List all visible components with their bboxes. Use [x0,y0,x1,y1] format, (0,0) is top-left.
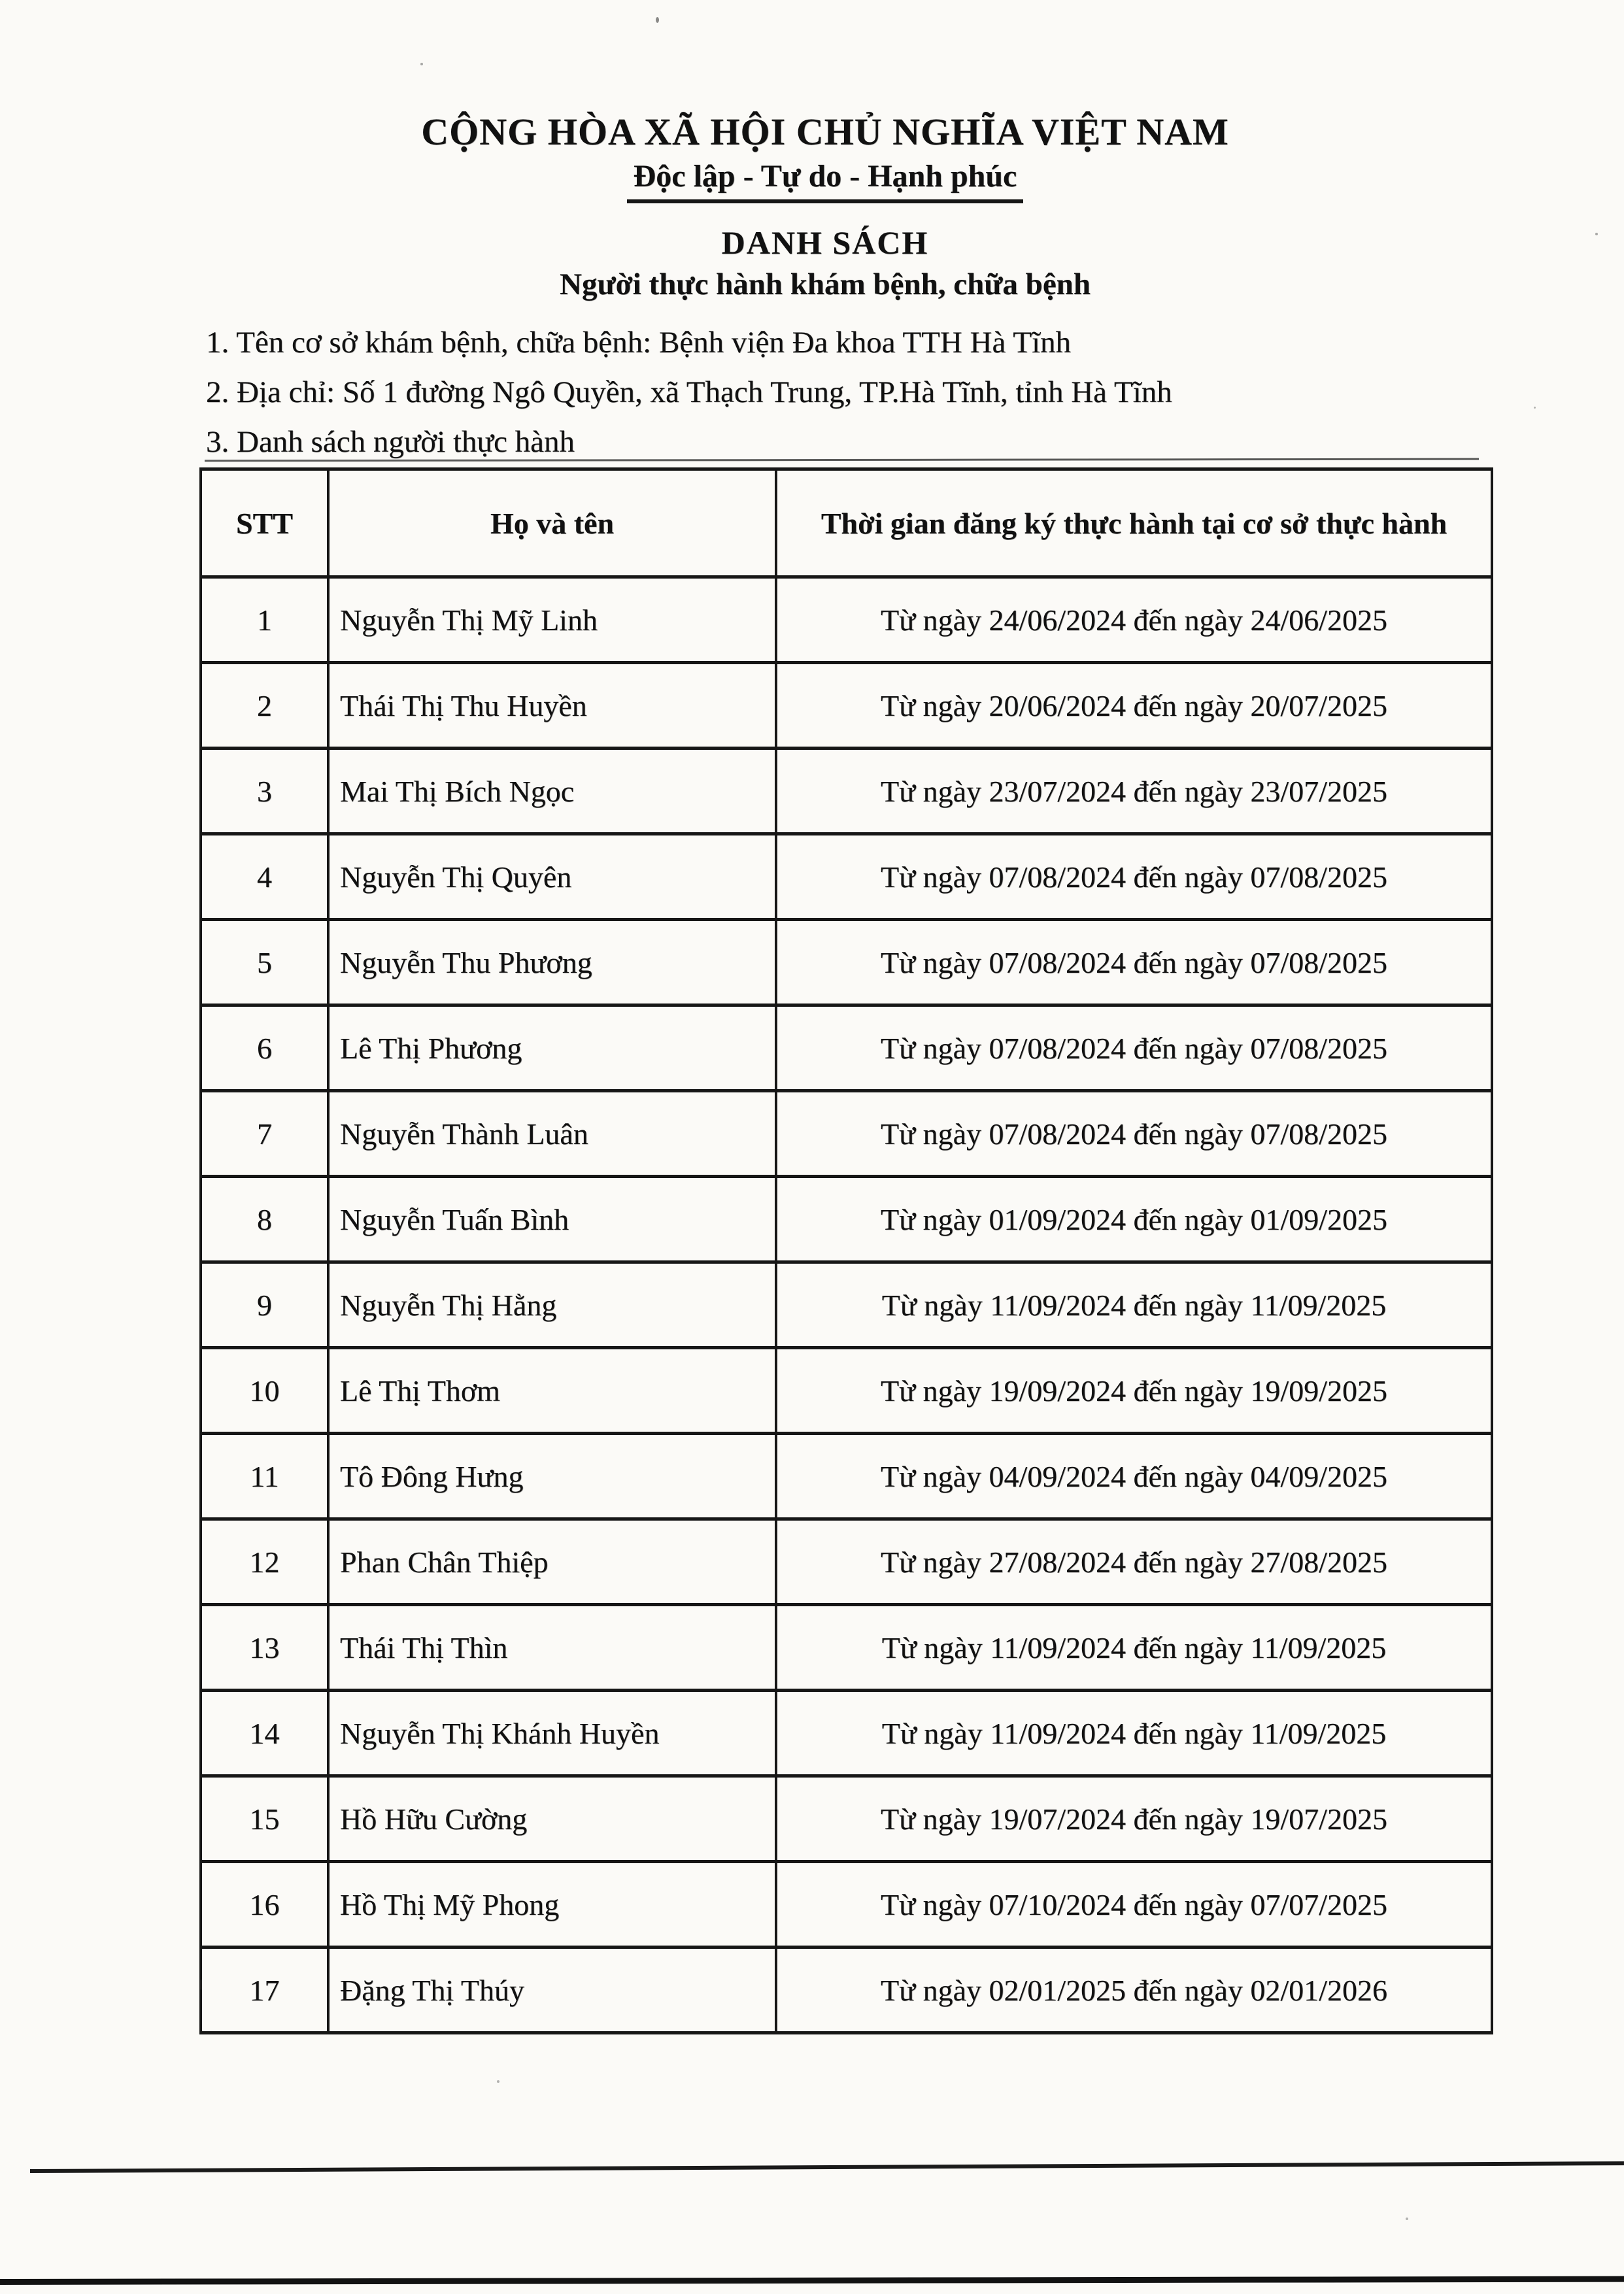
table-row [201,834,1492,920]
table-row [201,1434,1492,1519]
cell-period: Từ ngày 01/09/2024 đến ngày 01/09/2025 [776,1177,1492,1262]
table-row [201,663,1492,749]
table-row [201,1005,1492,1091]
cell-name: Hồ Thị Mỹ Phong [328,1862,776,1948]
cell-name: Nguyễn Thành Luân [328,1091,776,1177]
cell-stt: 15 [201,1776,328,1862]
cell-period: Từ ngày 04/09/2024 đến ngày 04/09/2025 [776,1434,1492,1519]
cell-stt: 9 [201,1262,328,1348]
col-header-period: Thời gian đăng ký thực hành tại cơ sở thực hành [776,469,1492,577]
cell-name: Nguyễn Thị Mỹ Linh [328,577,776,663]
table-row [201,920,1492,1005]
scan-noise-speck [497,2080,499,2083]
cell-name: Nguyễn Thu Phương [328,920,776,1005]
practitioner-table-body [201,577,1492,2033]
col-header-stt: STT [201,469,328,577]
cell-name: Phan Chân Thiệp [328,1519,776,1605]
cell-name: Nguyễn Thị Quyên [328,834,776,920]
table-row [201,1862,1492,1948]
cell-name: Đặng Thị Thúy [328,1948,776,2033]
table-row [201,1348,1492,1434]
intro-item-address: 2. Địa chỉ: Số 1 đường Ngô Quyền, xã Thạch Trung, TP.Hà Tĩnh, tỉnh Hà Tĩnh [206,375,1172,409]
cell-stt: 4 [201,834,328,920]
cell-stt: 7 [201,1091,328,1177]
cell-name: Nguyễn Thị Khánh Huyền [328,1691,776,1776]
cell-name: Thái Thị Thu Huyền [328,663,776,749]
cell-period: Từ ngày 11/09/2024 đến ngày 11/09/2025 [776,1691,1492,1776]
intro-item-list-label: 3. Danh sách người thực hành [206,425,575,459]
cell-period: Từ ngày 07/10/2024 đến ngày 07/07/2025 [776,1862,1492,1948]
cell-name: Hồ Hữu Cường [328,1776,776,1862]
national-motto-line [0,158,1624,203]
cell-period: Từ ngày 24/06/2024 đến ngày 24/06/2025 [776,577,1492,663]
cell-period: Từ ngày 27/08/2024 đến ngày 27/08/2025 [776,1519,1492,1605]
cell-stt: 2 [201,663,328,749]
cell-stt: 16 [201,1862,328,1948]
scan-noise-speck [200,1980,202,1990]
cell-stt: 17 [201,1948,328,2033]
cell-period: Từ ngày 07/08/2024 đến ngày 07/08/2025 [776,834,1492,920]
cell-stt: 12 [201,1519,328,1605]
table-header-row [201,469,1492,577]
scan-noise-speck [1406,2218,1408,2220]
cell-stt: 13 [201,1605,328,1691]
cell-stt: 11 [201,1434,328,1519]
intro-item-facility-name: 1. Tên cơ sở khám bệnh, chữa bệnh: Bệnh viện Đa khoa TTH Hà Tĩnh [206,326,1071,360]
scan-noise-speck [420,63,423,65]
table-row [201,1177,1492,1262]
practitioner-table-wrapper [199,467,1491,2034]
cell-name: Nguyễn Thị Hằng [328,1262,776,1348]
table-row [201,749,1492,834]
table-row [201,1948,1492,2033]
cell-period: Từ ngày 11/09/2024 đến ngày 11/09/2025 [776,1262,1492,1348]
scan-noise-speck [1534,407,1536,409]
cell-name: Lê Thị Thơm [328,1348,776,1434]
cell-stt: 3 [201,749,328,834]
document-subtitle: Người thực hành khám bệnh, chữa bệnh [560,267,1091,301]
cell-stt: 14 [201,1691,328,1776]
national-republic-line: CỘNG HÒA XÃ HỘI CHỦ NGHĨA VIỆT NAM [421,110,1229,153]
table-row [201,1691,1492,1776]
table-row [201,1262,1492,1348]
table-row [201,1091,1492,1177]
table-row [201,1605,1492,1691]
scan-artifact-line-upper [30,2161,1624,2173]
cell-period: Từ ngày 07/08/2024 đến ngày 07/08/2025 [776,920,1492,1005]
cell-name: Tô Đông Hưng [328,1434,776,1519]
table-row [201,1519,1492,1605]
cell-name: Mai Thị Bích Ngọc [328,749,776,834]
cell-period: Từ ngày 23/07/2024 đến ngày 23/07/2025 [776,749,1492,834]
cell-period: Từ ngày 20/06/2024 đến ngày 20/07/2025 [776,663,1492,749]
table-row [201,577,1492,663]
scan-noise-speck [1595,233,1598,235]
cell-name: Nguyễn Tuấn Bình [328,1177,776,1262]
cell-period: Từ ngày 02/01/2025 đến ngày 02/01/2026 [776,1948,1492,2033]
cell-period: Từ ngày 11/09/2024 đến ngày 11/09/2025 [776,1605,1492,1691]
document-title: DANH SÁCH [721,224,929,261]
cell-stt: 6 [201,1005,328,1091]
cell-period: Từ ngày 19/09/2024 đến ngày 19/09/2025 [776,1348,1492,1434]
scan-artifact-line-lower [0,2276,1624,2285]
cell-stt: 1 [201,577,328,663]
cell-stt: 8 [201,1177,328,1262]
cell-stt: 5 [201,920,328,1005]
col-header-name: Họ và tên [328,469,776,577]
practitioner-table [199,467,1493,2034]
cell-name: Lê Thị Phương [328,1005,776,1091]
cell-period: Từ ngày 07/08/2024 đến ngày 07/08/2025 [776,1091,1492,1177]
table-row [201,1776,1492,1862]
cell-period: Từ ngày 19/07/2024 đến ngày 19/07/2025 [776,1776,1492,1862]
cell-period: Từ ngày 07/08/2024 đến ngày 07/08/2025 [776,1005,1492,1091]
scan-noise-speck [656,17,659,23]
cell-stt: 10 [201,1348,328,1434]
cell-name: Thái Thị Thìn [328,1605,776,1691]
national-motto-text: Độc lập - Tự do - Hạnh phúc [627,158,1024,203]
